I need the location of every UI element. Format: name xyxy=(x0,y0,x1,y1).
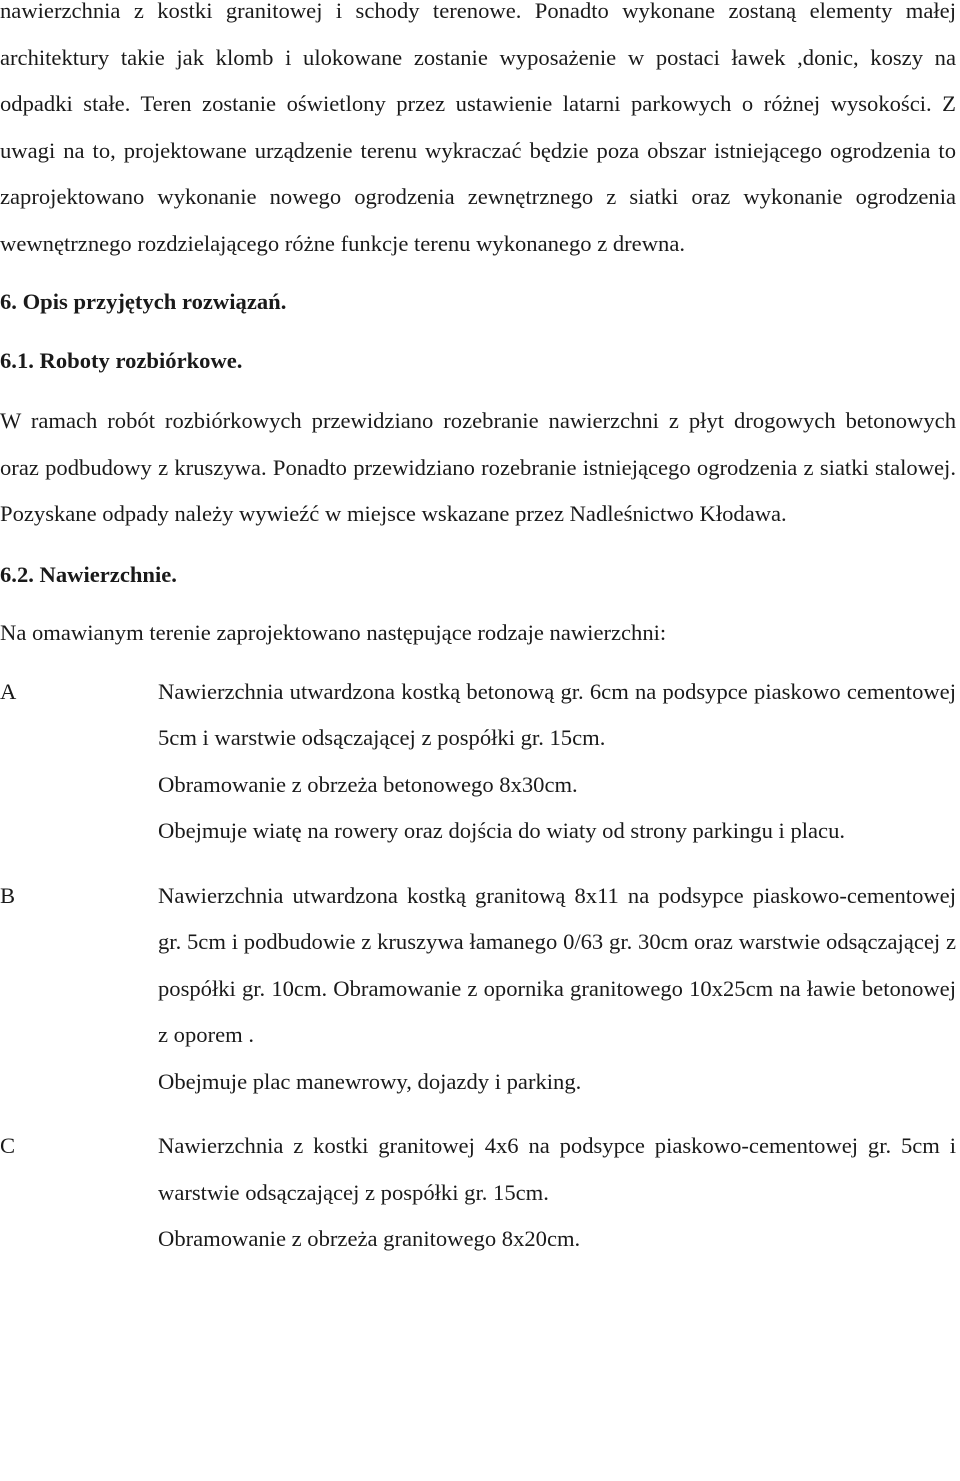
spacer xyxy=(0,538,956,552)
section-6-heading: 6. Opis przyjętych rozwiązań. xyxy=(0,289,287,314)
item-line: Obramowanie z obrzeża granitowego 8x20cm. xyxy=(158,1226,581,1251)
spacer xyxy=(0,384,956,398)
item-line: Nawierzchnia utwardzona kostką granitową 8x11 na podsypce piaskowo-cementowej gr. 5cm i podbudowie z kruszywa łamanego 0/63 gr. 30cm oraz warstwie odsączającej z pospółki gr. 10cm. Obramowanie z opornika granitowego 10x25cm na ławie betonowej z oporem . xyxy=(158,882,956,1047)
item-line: Nawierzchnia utwardzona kostką betonową gr. 6cm na podsypce piaskowo cementowej 5cm i warstwie odsączającej z pospółki gr. 15cm. xyxy=(158,678,956,750)
surface-item-a xyxy=(0,669,956,855)
spacer xyxy=(0,326,956,338)
intro-paragraph: nawierzchnia z kostki granitowej i schody terenowe. Ponadto wykonane zostaną elementy małej architektury takie jak klomb i ulokowane zostanie wyposażenie w postaci ławek ,donic, koszy na odpadki stałe. Teren zostanie oświetlony przez ustawienie latarni parkowych o różnej wysokości. Z uwagi na to, projektowane urządzenie terenu wykraczać będzie poza obszar istniejącego ogrodzenia to zaprojektowano wykonanie nowego ogrodzenia zewnętrznego z siatki oraz wykonanie ogrodzenia wewnętrznego rozdzielającego różne funkcje terenu wykonanego z drewna. xyxy=(0,0,956,256)
item-body xyxy=(158,873,956,1106)
item-line: Nawierzchnia z kostki granitowej 4x6 na podsypce piaskowo-cementowej gr. 5cm i warstwie odsączającej z pospółki gr. 15cm. xyxy=(158,1133,956,1205)
spacer xyxy=(0,657,956,669)
item-line: Obramowanie z obrzeża betonowego 8x30cm. xyxy=(158,771,578,797)
item-body xyxy=(158,669,956,855)
spacer xyxy=(0,1105,956,1123)
section-6-2-intro: Na omawianym terenie zaprojektowano następujące rodzaje nawierzchni: xyxy=(0,620,667,645)
item-line: Obejmuje wiatę na rowery oraz dojścia do wiaty od strony parkingu i placu. xyxy=(158,818,846,843)
item-body xyxy=(158,1123,956,1263)
spacer xyxy=(0,267,956,279)
surface-item-b xyxy=(0,873,956,1106)
item-letter: C xyxy=(0,1133,16,1158)
surface-item-c xyxy=(0,1123,956,1263)
spacer xyxy=(0,598,956,610)
item-letter: B xyxy=(0,882,16,908)
item-letter: A xyxy=(0,678,17,704)
section-6-2-heading: 6.2. Nawierzchnie. xyxy=(0,561,177,587)
section-6-1-paragraph: W ramach robót rozbiórkowych przewidziano rozebranie nawierzchni z płyt drogowych betonowych oraz podbudowy z kruszywa. Ponadto przewidziano rozebranie istniejącego ogrodzenia z siatki stalowej. Pozyskane odpady należy wywieźć w miejsce wskazane przez Nadleśnictwo Kłodawa. xyxy=(0,408,956,526)
section-6-1-heading: 6.1. Roboty rozbiórkowe. xyxy=(0,347,243,373)
item-line: Obejmuje plac manewrowy, dojazdy i parking. xyxy=(158,1068,582,1094)
spacer xyxy=(0,855,956,873)
